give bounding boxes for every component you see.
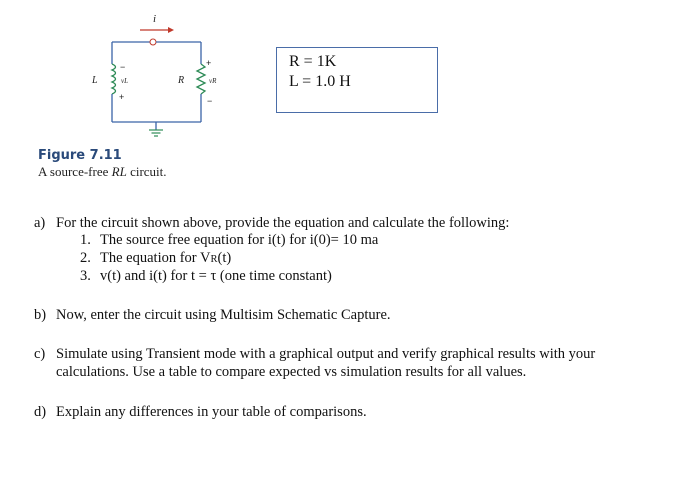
inductance-value: L = 1.0 H <box>289 73 351 90</box>
item-number: 2. <box>80 250 91 266</box>
question-d-text: Explain any differences in your table of comparisons. <box>56 404 367 420</box>
resistance-value: R = 1K <box>289 53 337 70</box>
question-a-item-1 <box>80 231 378 249</box>
figure-title: Figure 7.11 <box>38 148 122 163</box>
inductor-coil <box>112 64 116 94</box>
question-a-text: For the circuit shown above, provide the equation and calculate the following: <box>56 215 510 231</box>
current-arrowhead <box>168 27 174 33</box>
item-text: The source free equation for i(t) for i(0)= 10 ma <box>100 232 379 248</box>
inductor-label: L <box>92 75 98 86</box>
question-c-line-2: calculations. Use a table to compare expected vs simulation results for all values. <box>56 364 527 380</box>
question-c-line-1: Simulate using Transient mode with a graphical output and verify graphical results with your <box>56 346 596 362</box>
question-a-item-2 <box>80 249 231 269</box>
switch-node <box>150 39 156 45</box>
resistor-plus-sign: + <box>206 58 212 68</box>
question-d-label: d) <box>34 404 47 420</box>
caption-suffix: circuit. <box>126 164 167 179</box>
current-label: i <box>153 13 157 25</box>
inductor-plus-sign: + <box>119 92 125 102</box>
resistor-label: R <box>178 75 185 86</box>
figure-caption <box>38 164 167 180</box>
item-number: 1. <box>80 232 91 248</box>
item-text: v(t) and i(t) for t = τ (one time constant) <box>100 268 332 284</box>
question-a-label: a) <box>34 215 46 231</box>
question-b-text: Now, enter the circuit using Multisim Schematic Capture. <box>56 307 391 323</box>
item-text-sub: R <box>210 254 218 265</box>
item-text-post: (t) <box>217 250 232 266</box>
item-number: 3. <box>80 268 91 284</box>
caption-prefix: A source-free <box>38 164 112 179</box>
resistor-voltage-label: vR <box>209 77 217 85</box>
resistor-minus-sign: − <box>207 96 213 106</box>
question-b-label: b) <box>34 307 47 323</box>
inductor-voltage-label: vL <box>121 77 128 85</box>
inductor-minus-sign: − <box>120 62 126 72</box>
item-text-pre: The equation for V <box>100 250 211 266</box>
caption-emphasis: RL <box>111 164 127 179</box>
question-a-item-3 <box>80 267 332 285</box>
question-c-label: c) <box>34 346 46 362</box>
resistor-zigzag <box>197 64 205 94</box>
rl-circuit-diagram <box>78 12 238 142</box>
parameter-box <box>276 47 438 113</box>
